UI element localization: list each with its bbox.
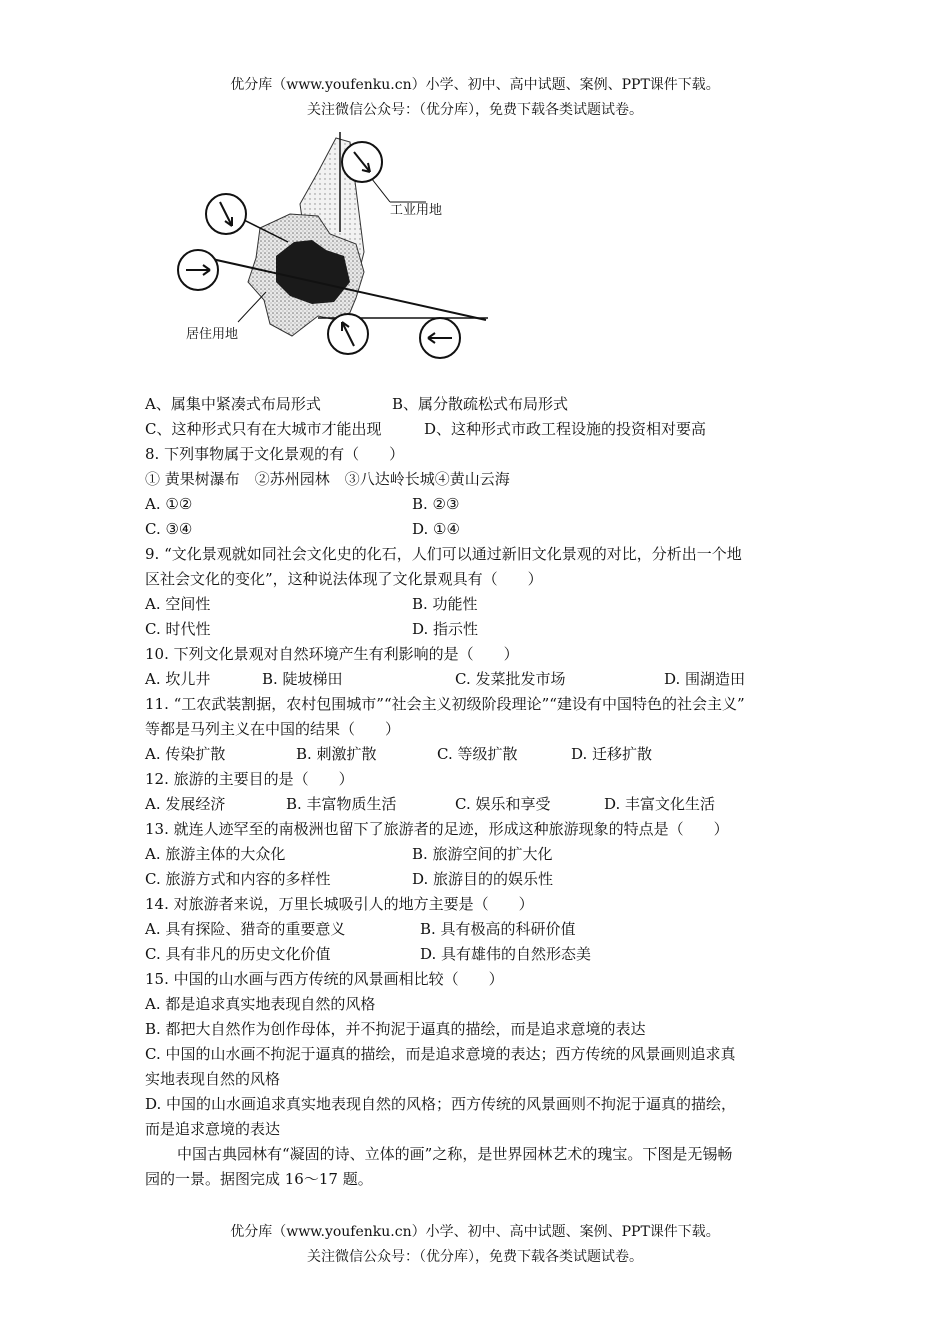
q10-stem: 10. 下列文化景观对自然环境产生有利影响的是（ ） xyxy=(145,645,519,663)
intro-line-2: 园的一景。据图完成 16～17 题。 xyxy=(145,1170,373,1188)
q11-option-c: C. 等级扩散 xyxy=(437,745,518,763)
header-line-1: 优分库（www.youfenku.cn）小学、初中、高中试题、案例、PPT课件下载。 xyxy=(230,77,720,93)
label-residential: 居住用地 xyxy=(186,327,239,342)
q13-option-b: B. 旅游空间的扩大化 xyxy=(412,845,553,863)
q7-option-d: D、这种形式市政工程设施的投资相对要高 xyxy=(424,420,707,438)
q15-option-a: A. 都是追求真实地表现自然的风格 xyxy=(145,995,376,1013)
label-industrial: 工业用地 xyxy=(390,203,443,218)
q8-stem: 8. 下列事物属于文化景观的有（ ） xyxy=(145,445,405,463)
q11-stem-1: 11. “工农武装割据，农村包围城市”“社会主义初级阶段理论”“建设有中国特色的社会主义” xyxy=(145,695,745,713)
q7-option-b: B、属分散疏松式布局形式 xyxy=(392,395,569,413)
city-layout-figure xyxy=(168,132,498,372)
q15-option-c-1: C. 中国的山水画不拘泥于逼真的描绘，而是追求意境的表达；西方传统的风景画则追求真 xyxy=(145,1045,736,1063)
q15-option-b: B. 都把大自然作为创作母体，并不拘泥于逼真的描绘，而是追求意境的表达 xyxy=(145,1020,646,1038)
q9-option-a: A. 空间性 xyxy=(145,595,211,613)
q11-stem-2: 等都是马列主义在中国的结果（ ） xyxy=(145,720,401,738)
q14-option-c: C. 具有非凡的历史文化价值 xyxy=(145,945,331,963)
q15-option-c-2: 实地表现自然的风格 xyxy=(145,1070,281,1088)
q14-option-a: A. 具有探险、猎奇的重要意义 xyxy=(145,920,346,938)
wind-circle-east xyxy=(420,318,460,358)
q12-option-c: C. 娱乐和享受 xyxy=(455,795,551,813)
q9-stem-1: 9. “文化景观就如同社会文化史的化石，人们可以通过新旧文化景观的对比，分析出一个地 xyxy=(145,545,742,563)
q14-option-d: D. 具有雄伟的自然形态美 xyxy=(420,945,592,963)
q14-option-b: B. 具有极高的科研价值 xyxy=(420,920,576,938)
q12-option-a: A. 发展经济 xyxy=(145,795,226,813)
wind-circle-south xyxy=(328,314,368,354)
q7-option-a: A、属集中紧凑式布局形式 xyxy=(145,395,321,413)
q9-stem-2: 区社会文化的变化”，这种说法体现了文化景观具有（ ） xyxy=(145,570,543,588)
q8-option-b: B. ②③ xyxy=(412,495,460,513)
footer-line-2: 关注微信公众号：（优分库），免费下载各类试题试卷。 xyxy=(307,1249,643,1265)
q13-option-c: C. 旅游方式和内容的多样性 xyxy=(145,870,331,888)
q15-option-d-1: D. 中国的山水画追求真实地表现自然的风格；西方传统的风景画则不拘泥于逼真的描绘， xyxy=(145,1095,737,1113)
q8-option-a: A. ①② xyxy=(145,495,193,513)
intro-line-1: 中国古典园林有“凝固的诗、立体的画”之称，是世界园林艺术的瑰宝。下图是无锡畅 xyxy=(177,1145,733,1163)
footer-line-1: 优分库（www.youfenku.cn）小学、初中、高中试题、案例、PPT课件下载。 xyxy=(230,1224,720,1240)
q11-option-d: D. 迁移扩散 xyxy=(571,745,653,763)
q10-option-d: D. 围湖造田 xyxy=(664,670,746,688)
q13-stem: 13. 就连人迹罕至的南极洲也留下了旅游者的足迹，形成这种旅游现象的特点是（ ） xyxy=(145,820,729,838)
q8-items: ① 黄果树瀑布 ②苏州园林 ③八达岭长城④黄山云海 xyxy=(145,470,510,488)
q10-option-c: C. 发菜批发市场 xyxy=(455,670,566,688)
header-line-2: 关注微信公众号：（优分库），免费下载各类试题试卷。 xyxy=(307,102,643,118)
wind-circle-west xyxy=(178,250,218,290)
q12-option-b: B. 丰富物质生活 xyxy=(286,795,397,813)
wind-circle-north xyxy=(342,142,382,182)
q14-stem: 14. 对旅游者来说，万里长城吸引人的地方主要是（ ） xyxy=(145,895,534,913)
q10-option-b: B. 陡坡梯田 xyxy=(262,670,343,688)
q8-option-d: D. ①④ xyxy=(412,520,460,538)
q11-option-a: A. 传染扩散 xyxy=(145,745,226,763)
q12-option-d: D. 丰富文化生活 xyxy=(604,795,716,813)
q9-option-c: C. 时代性 xyxy=(145,620,211,638)
q9-option-b: B. 功能性 xyxy=(412,595,478,613)
q10-option-a: A. 坎儿井 xyxy=(145,670,211,688)
q11-option-b: B. 刺激扩散 xyxy=(296,745,377,763)
q15-option-d-2: 而是追求意境的表达 xyxy=(145,1120,281,1138)
q12-stem: 12. 旅游的主要目的是（ ） xyxy=(145,770,354,788)
q15-stem: 15. 中国的山水画与西方传统的风景画相比较（ ） xyxy=(145,970,504,988)
q9-option-d: D. 指示性 xyxy=(412,620,479,638)
wind-circle-northwest xyxy=(206,194,246,234)
q8-option-c: C. ③④ xyxy=(145,520,193,538)
q13-option-d: D. 旅游目的的娱乐性 xyxy=(412,870,554,888)
q7-option-c: C、这种形式只有在大城市才能出现 xyxy=(145,420,382,438)
q13-option-a: A. 旅游主体的大众化 xyxy=(145,845,286,863)
